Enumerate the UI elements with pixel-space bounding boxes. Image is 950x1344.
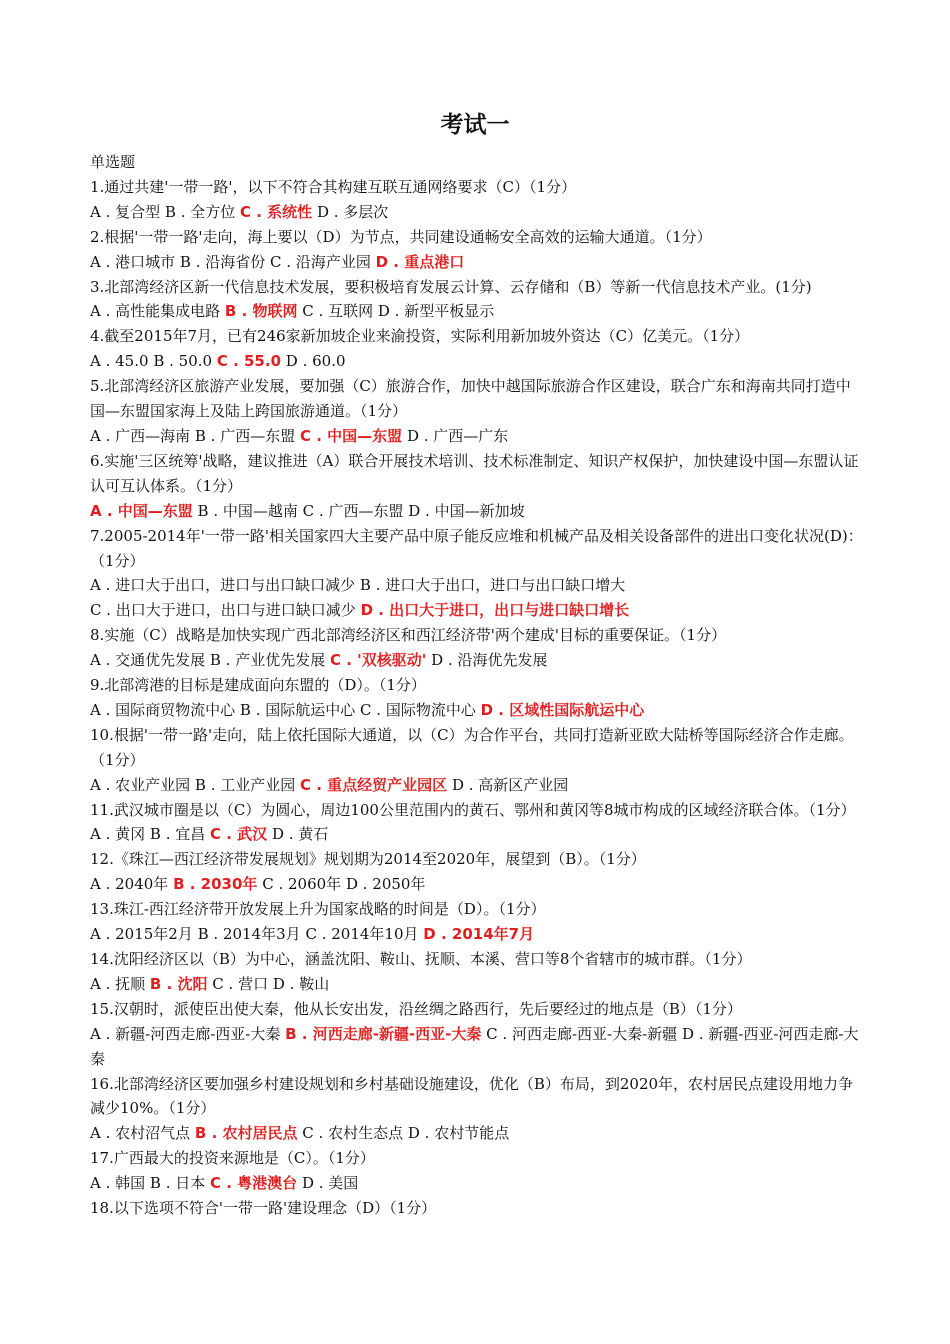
options-13 [90,922,865,947]
option-b: B . 国际航运中心 [239,700,356,719]
question-10: 10.根据'一带一路'走向，陆上依托国际大通道，以（C）为合作平台，共同打造新亚欧大陆桥等国际经济合作走廊。（1分） [90,725,854,769]
option-d: D . 沿海优先发展 [431,651,548,670]
question-17: 17.广西最大的投资来源地是（C）。（1分） [90,1149,375,1168]
option-b: B . 全方位 [164,202,236,221]
option-d: D . 2050年 [345,875,426,894]
option-d: D . 高新区产业园 [451,775,569,794]
correct-option: B . 河西走廊-新疆-西亚-大秦 [285,1024,482,1043]
question-13: 13.珠江-西江经济带开放发展上升为国家战略的时间是（D）。（1分） [90,900,546,919]
option-a: A . 交通优先发展 [90,651,206,670]
options-7-cd [90,598,865,623]
question-3: 3.北部湾经济区新一代信息技术发展，要积极培育发展云计算、云存储和（B）等新一代信息技术产业。(1分) [90,277,812,296]
option-b: B . 广西—东盟 [194,426,296,445]
correct-option: D . 区域性国际航运中心 [480,700,645,719]
correct-option: C . '双核驱动' [330,651,427,670]
options-11 [90,822,865,847]
question-18: 18.以下选项不符合'一带一路'建设理念（D）（1分） [90,1199,437,1218]
options-1 [90,200,865,225]
options-17 [90,1171,865,1196]
options-4 [90,349,865,374]
option-a: A . 抚顺 [90,974,146,993]
option-b: B . 进口大于出口，进口与出口缺口增大 [359,576,626,595]
options-7-ab [90,573,865,598]
correct-option: C . 系统性 [240,202,313,221]
option-d: D . 鞍山 [272,974,330,993]
option-c: C . 互联网 [302,302,374,321]
question-8: 8.实施（C）战略是加快实现广西北部湾经济区和西江经济带'两个建成'目标的重要保证。（1分） [90,626,727,645]
option-a: A . 农业产业园 [90,775,191,794]
option-c: C . 2014年10月 [305,925,419,944]
option-c: C . 国际物流中心 [360,700,476,719]
correct-option: D . 重点港口 [375,252,465,271]
option-a: A . 港口城市 [90,252,176,271]
option-c: C . 广西—东盟 [302,501,404,520]
option-c: C . 出口大于进口，出口与进口缺口减少 [90,601,356,620]
options-15 [90,1022,865,1072]
option-c: C . 河西走廊-西亚-大秦-新疆 [486,1024,678,1043]
options-5 [90,424,865,449]
options-10 [90,773,865,798]
question-2: 2.根据'一带一路'走向，海上要以（D）为节点，共同建设通畅安全高效的运输大通道。（1分） [90,227,712,246]
option-b: B . 中国—越南 [197,501,298,520]
question-4: 4.截至2015年7月，已有246家新加坡企业来渝投资，实际利用新加坡外资达（C）亿美元。（1分） [90,327,750,346]
option-b: B . 工业产业园 [194,775,296,794]
option-b: B . 产业优先发展 [209,651,326,670]
option-d: D . 黄石 [271,825,329,844]
question-9: 9.北部湾港的目标是建成面向东盟的（D）。（1分） [90,676,426,695]
options-12 [90,872,865,897]
option-d: D . 农村节能点 [407,1124,510,1143]
section-heading: 单选题 [90,153,136,171]
question-11: 11.武汉城市圈是以（C）为圆心，周边100公里范围内的黄石、鄂州和黄冈等8城市构成的区域经济联合体。（1分） [90,800,856,819]
question-12: 12.《珠江—西江经济带发展规划》规划期为2014至2020年，展望到（B）。（1分） [90,850,646,869]
option-b: B . 宜昌 [149,825,206,844]
options-3 [90,299,865,324]
option-b: B . 50.0 [153,352,213,371]
correct-option: C . 武汉 [210,825,268,844]
option-a: A . 广西—海南 [90,426,191,445]
correct-option: B . 物联网 [224,302,298,321]
question-list [90,150,865,1221]
option-a: A . 45.0 [90,352,149,371]
question-5: 5.北部湾经济区旅游产业发展，要加强（C）旅游合作，加快中越国际旅游合作区建设，联合广东和海南共同打造中国—东盟国家海上及陆上跨国旅游通道。（1分） [90,377,851,421]
option-a: A . 黄冈 [90,825,146,844]
option-b: B . 2014年3月 [197,925,301,944]
option-c: C . 营口 [212,974,269,993]
option-b: B . 日本 [149,1174,206,1193]
correct-option: B . 沈阳 [149,974,208,993]
question-14: 14.沈阳经济区以（B）为中心，涵盖沈阳、鞍山、抚顺、本溪、营口等8个省辖市的城市群。（1分） [90,950,752,968]
correct-option: C . 中国—东盟 [300,426,403,445]
option-c: C . 沿海产业园 [270,252,371,271]
question-1: 1.通过共建'一带一路'，以下不符合其构建互联互通网络要求（C）（1分） [90,177,577,196]
question-15: 15.汉朝时，派使臣出使大秦，他从长安出发，沿丝绸之路西行，先后要经过的地点是（B）（1分） [90,999,742,1018]
options-8 [90,648,865,673]
option-d: D . 多层次 [316,202,389,221]
option-d: D . 广西—广东 [406,426,509,445]
options-9 [90,698,865,723]
correct-option: C . 重点经贸产业园区 [300,775,448,794]
options-2 [90,250,865,275]
correct-option: C . 粤港澳台 [210,1174,298,1193]
option-a: A . 进口大于出口，进口与出口缺口减少 [90,576,356,595]
options-6 [90,499,865,524]
option-a: A . 高性能集成电路 [90,302,221,321]
question-16: 16.北部湾经济区要加强乡村建设规划和乡村基础设施建设，优化（B）布局，到2020年，农村居民点建设用地力争减少10%。（1分） [90,1074,854,1118]
question-7: 7.2005-2014年'一带一路'相关国家四大主要产品中原子能反应堆和机械产品及相关设备部件的进出口变化状况(D)：（1分） [90,526,863,570]
correct-option: C . 55.0 [216,352,282,371]
question-6: 6.实施'三区统筹'战略，建议推进（A）联合开展技术培训、技术标准制定、知识产权保护，加快建设中国—东盟认证认可互认体系。（1分） [90,451,859,495]
correct-option: A . 中国—东盟 [90,501,193,520]
option-a: A . 国际商贸物流中心 [90,700,236,719]
correct-option: B . 2030年 [173,875,258,894]
option-d: D . 60.0 [285,352,346,371]
option-a: A . 韩国 [90,1174,146,1193]
page-title: 考试一 [440,112,510,138]
option-a: A . 复合型 [90,202,161,221]
option-a: A . 2040年 [90,875,169,894]
option-b: B . 沿海省份 [179,252,266,271]
correct-option: D . 出口大于进口，出口与进口缺口增长 [360,601,630,620]
option-a: A . 2015年2月 [90,925,193,944]
correct-option: B . 农村居民点 [194,1124,298,1143]
option-d: D . 中国—新加坡 [408,501,525,520]
option-d: D . 美国 [301,1174,359,1193]
option-a: A . 新疆-河西走廊-西亚-大秦 [90,1024,281,1043]
options-16 [90,1121,865,1146]
option-c: C . 2060年 [262,875,342,894]
option-c: C . 农村生态点 [302,1124,404,1143]
option-d: D . 新疆-西亚-河西走廊-大秦 [90,1024,859,1068]
option-a: A . 农村沼气点 [90,1124,191,1143]
correct-option: D . 2014年7月 [423,925,535,944]
options-14 [90,972,865,997]
option-d: D . 新型平板显示 [377,302,495,321]
